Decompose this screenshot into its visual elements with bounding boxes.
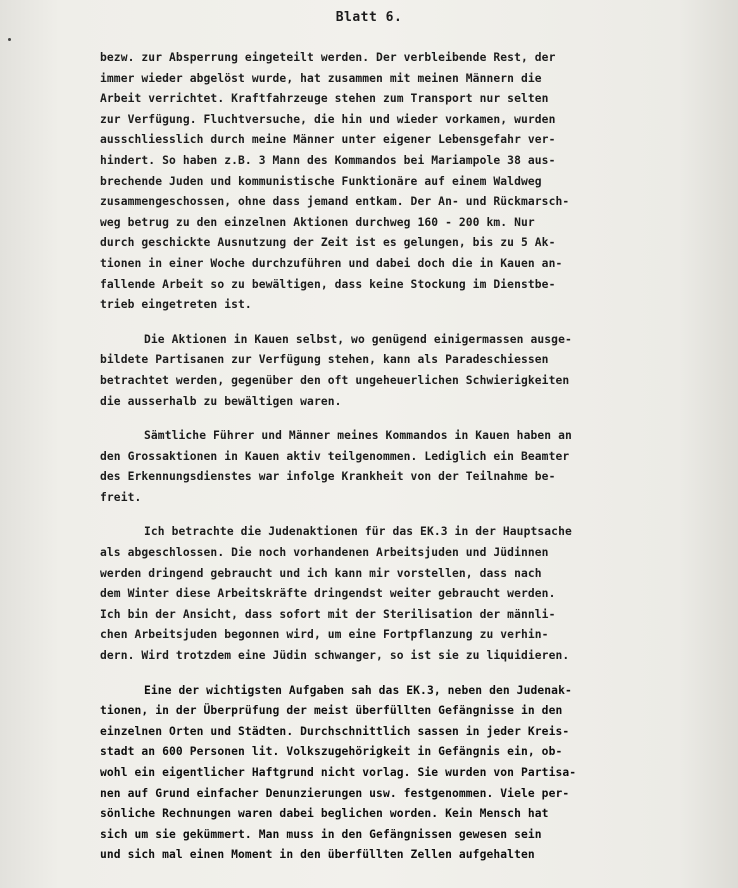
text-line: immer wieder abgelöst wurde, hat zusammen mit meinen Männern die xyxy=(100,71,542,85)
text-line: die ausserhalb zu bewältigen waren. xyxy=(100,394,342,408)
text-line: Ich bin der Ansicht, dass sofort mit der Sterilisation der männli- xyxy=(100,607,556,621)
text-line: dern. Wird trotzdem eine Jüdin schwanger, so ist sie zu liquidieren. xyxy=(100,649,570,663)
text-line: freit. xyxy=(100,490,142,504)
paragraph xyxy=(100,330,710,412)
text-line: tionen in einer Woche durchzuführen und dabei doch die in Kauen an- xyxy=(100,256,563,270)
text-line: bezw. zur Absperrung eingeteilt werden. Der verbleibende Rest, der xyxy=(100,51,556,64)
text-line: Ich betrachte die Judenaktionen für das EK.3 in der Hauptsache xyxy=(144,525,572,539)
page-number-heading: Blatt 6. xyxy=(335,10,403,25)
text-line: nen auf Grund einfacher Denunzierungen usw. festgenommen. Viele per- xyxy=(100,786,570,800)
text-line: chen Arbeitsjuden begonnen wird, um eine Fortpflanzung zu verhin- xyxy=(100,628,549,642)
text-line: durch geschickte Ausnutzung der Zeit ist es gelungen, bis zu 5 Ak- xyxy=(100,236,556,250)
text-line: brechende Juden und kommunistische Funktionäre auf einem Waldweg xyxy=(100,174,542,188)
text-line: tionen, in der Überprüfung der meist überfüllten Gefängnisse in den xyxy=(100,704,563,718)
punch-mark xyxy=(8,38,11,41)
text-line: zur Verfügung. Fluchtversuche, die hin und wieder vorkamen, wurden xyxy=(100,112,556,126)
text-line: Eine der wichtigsten Aufgaben sah das EK.3, neben den Judenak- xyxy=(144,683,572,697)
text-line: sich um sie gekümmert. Man muss in den Gefängnissen gewesen sein xyxy=(100,827,542,841)
text-line: den Grossaktionen in Kauen aktiv teilgenommen. Lediglich ein Beamter xyxy=(100,449,570,463)
text-line: Die Aktionen in Kauen selbst, wo genügend einigermassen ausge- xyxy=(144,332,572,346)
text-line: werden dringend gebraucht und ich kann mir vorstellen, dass nach xyxy=(100,566,542,580)
text-line: bildete Partisanen zur Verfügung stehen, kann als Paradeschiessen xyxy=(100,353,549,367)
text-line: sönliche Rechnungen waren dabei beglichen worden. Kein Mensch hat xyxy=(100,807,549,821)
text-line: wohl ein eigentlicher Haftgrund nicht vorlag. Sie wurden von Partisa- xyxy=(100,766,577,779)
text-line: weg betrug zu den einzelnen Aktionen durchweg 160 - 200 km. Nur xyxy=(100,215,535,229)
text-line: trieb eingetreten ist. xyxy=(100,298,252,312)
text-line: fallende Arbeit so zu bewältigen, dass keine Stockung im Dienstbe- xyxy=(100,277,556,291)
text-line: und sich mal einen Moment in den überfüllten Zellen aufgehalten xyxy=(100,848,535,862)
document-body xyxy=(100,48,710,880)
paragraph xyxy=(100,681,710,866)
text-line: als abgeschlossen. Die noch vorhandenen Arbeitsjuden und Jüdinnen xyxy=(100,546,549,560)
paragraph xyxy=(100,522,710,666)
paragraph xyxy=(100,48,710,316)
text-line: zusammengeschossen, ohne dass jemand entkam. Der An- und Rückmarsch- xyxy=(100,195,570,209)
text-line: hindert. So haben z.B. 3 Mann des Kommandos bei Mariampole 38 aus- xyxy=(100,153,556,167)
text-line: Arbeit verrichtet. Kraftfahrzeuge stehen zum Transport nur selten xyxy=(100,92,549,106)
text-line: Sämtliche Führer und Männer meines Kommandos in Kauen haben an xyxy=(144,429,572,443)
text-line: stadt an 600 Personen lit. Volkszugehörigkeit in Gefängnis ein, ob- xyxy=(100,745,563,759)
text-line: einzelnen Orten und Städten. Durchschnittlich sassen in jeder Kreis- xyxy=(100,724,570,738)
text-line: ausschliesslich durch meine Männer unter eigener Lebensgefahr ver- xyxy=(100,133,556,147)
text-line: dem Winter diese Arbeitskräfte dringendst weiter gebraucht werden. xyxy=(100,587,556,601)
text-line: des Erkennungsdienstes war infolge Krankheit von der Teilnahme be- xyxy=(100,470,556,484)
text-line: betrachtet werden, gegenüber den oft ungeheuerlichen Schwierigkeiten xyxy=(100,373,570,387)
paragraph xyxy=(100,426,710,508)
